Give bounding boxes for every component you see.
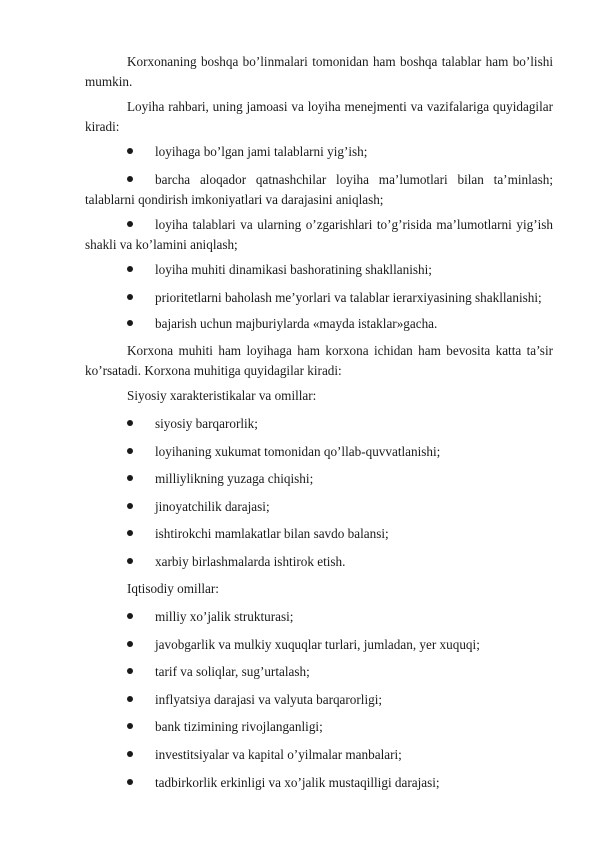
list-item-text: loyihaning xukumat tomonidan qo’llab-quvvatlanishi;: [155, 443, 441, 459]
paragraph: Korxonaning boshqa bo’linmalari tomonidan ham boshqa talablar ham bo’lishi mumkin.: [85, 54, 553, 89]
list-item-text: loyihaga bo’lgan jami talablarni yig’ish;: [155, 144, 368, 160]
bullet-icon: [127, 613, 133, 619]
bullet-icon: [127, 221, 133, 227]
list-item: [85, 524, 553, 544]
list-item-text: ishtirokchi mamlakatlar bilan savdo balansi;: [155, 526, 389, 542]
list-item: [85, 497, 553, 517]
paragraph: Loyiha rahbari, uning jamoasi va loyiha menejmenti va vazifalariga quyidagilar kiradi:: [85, 99, 553, 134]
paragraph: Korxona muhiti ham loyihaga ham korxona ichidan ham bevosita katta ta’sir ko’rsatadi. Korxona muhitiga quyidagilar kiradi:: [85, 343, 553, 378]
bullet-icon: [127, 558, 133, 564]
bullet-icon: [127, 420, 133, 426]
list-item: [85, 260, 553, 280]
list-item-text: tadbirkorlik erkinligi va xo’jalik mustaqilligi darajasi;: [155, 774, 440, 790]
list-item-text: loyiha talablari va ularning o’zgarishlari to’g’risida ma’lumotlarni yig’ish shakli va ko’lamini aniqlash;: [85, 217, 553, 252]
bullet-icon: [127, 723, 133, 729]
document-body: [85, 52, 553, 800]
bullet-icon: [127, 530, 133, 536]
list-item: [85, 773, 553, 793]
bullet-icon: [127, 751, 133, 757]
bullet-icon: [127, 696, 133, 702]
list-item-text: xarbiy birlashmalarda ishtirok etish.: [155, 553, 346, 569]
list-item-text: prioritetlarni baholash me’yorlari va talablar ierarxiyasining shakllanishi;: [155, 289, 542, 305]
list-item-text: inflyatsiya darajasi va valyuta barqarorligi;: [155, 691, 383, 707]
list-item-text: tarif va soliqlar, sug’urtalash;: [155, 664, 310, 680]
list-item: [85, 635, 553, 655]
bullet-icon: [127, 266, 133, 272]
list-item: [85, 717, 553, 737]
bullet-icon: [127, 503, 133, 509]
list-item-text: jinoyatchilik darajasi;: [155, 498, 270, 514]
list-item: [85, 142, 553, 162]
list-item: [85, 170, 553, 209]
bullet-icon: [127, 148, 133, 154]
list-item: [85, 442, 553, 462]
list-item-text: investitsiyalar va kapital o’yilmalar manbalari;: [155, 747, 402, 763]
list-item: [85, 662, 553, 682]
list-item-text: barcha aloqador qatnashchilar loyiha ma’lumotlari bilan ta’minlash; talablarni qondirish imkoniyatlari va darajasini aniqlash;: [85, 171, 553, 207]
list-item: [85, 469, 553, 489]
list-item-text: siyosiy barqarorlik;: [155, 415, 258, 431]
list-item-text: bank tizimining rivojlanganligi;: [155, 719, 323, 735]
list-item-text: milliylikning yuzaga chiqishi;: [155, 471, 314, 487]
list-item-text: javobgarlik va mulkiy xuquqlar turlari, jumladan, yer xuquqi;: [155, 636, 480, 652]
bullet-icon: [127, 294, 133, 300]
list-item-text: milliy xo’jalik strukturasi;: [155, 609, 294, 625]
bullet-icon: [127, 448, 133, 454]
bullet-icon: [127, 176, 133, 182]
bullet-icon: [127, 475, 133, 481]
list-item: [85, 414, 553, 434]
list-item: [85, 607, 553, 627]
list-item: [85, 690, 553, 710]
bullet-icon: [127, 320, 133, 326]
list-item: [85, 745, 553, 765]
section-heading: Iqtisodiy omillar:: [127, 581, 219, 597]
list-item: [85, 288, 553, 308]
list-item-text: bajarish uchun majburiylarda «mayda istaklar»gacha.: [155, 315, 438, 331]
bullet-icon: [127, 641, 133, 647]
section-heading: Siyosiy xarakteristikalar va omillar:: [127, 388, 317, 404]
list-item: [85, 215, 553, 254]
list-item: [85, 314, 553, 334]
list-item: [85, 552, 553, 572]
bullet-icon: [127, 779, 133, 785]
bullet-icon: [127, 668, 133, 674]
list-item-text: loyiha muhiti dinamikasi bashoratining shakllanishi;: [155, 262, 432, 278]
